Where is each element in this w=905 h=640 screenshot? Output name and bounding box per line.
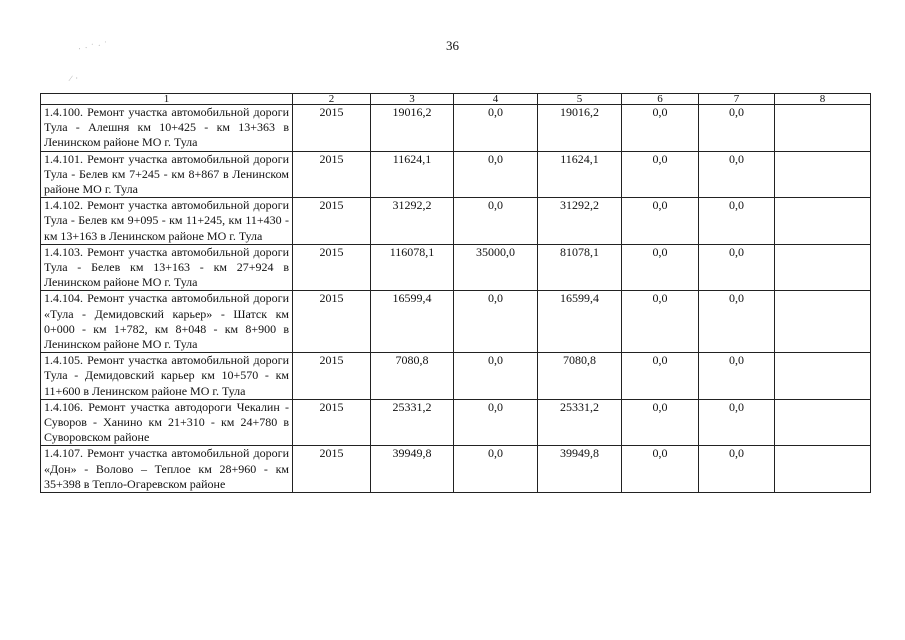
col6-cell: 0,0 (622, 151, 699, 198)
project-description: 1.4.100. Ремонт участка автомобильной дороги Тула - Алешня км 10+425 - км 13+363 в Ленинском районе МО г. Тула (41, 105, 293, 152)
year-cell: 2015 (293, 198, 371, 245)
total-cell: 39949,8 (371, 446, 454, 493)
column-header: 3 (371, 94, 454, 105)
table-row (41, 151, 871, 198)
table-row (41, 353, 871, 400)
table-row (41, 198, 871, 245)
col6-cell: 0,0 (622, 244, 699, 291)
column-header: 6 (622, 94, 699, 105)
col8-cell (775, 151, 871, 198)
column-header: 2 (293, 94, 371, 105)
col8-cell (775, 198, 871, 245)
col6-cell: 0,0 (622, 353, 699, 400)
col5-cell: 19016,2 (538, 105, 622, 152)
budget-table (40, 93, 871, 493)
total-cell: 7080,8 (371, 353, 454, 400)
year-cell: 2015 (293, 291, 371, 353)
project-description: 1.4.104. Ремонт участка автомобильной дороги «Тула - Демидовский карьер» - Шатск км 0+000 - км 1+782, км 8+048 - км 8+900 в Ленинском районе МО г. Тула (41, 291, 293, 353)
total-cell: 11624,1 (371, 151, 454, 198)
year-cell: 2015 (293, 151, 371, 198)
total-cell: 31292,2 (371, 198, 454, 245)
col4-cell: 0,0 (454, 105, 538, 152)
table-row (41, 105, 871, 152)
scan-smudge: ∕ · (70, 74, 79, 83)
table-row (41, 446, 871, 493)
total-cell: 19016,2 (371, 105, 454, 152)
col6-cell: 0,0 (622, 399, 699, 446)
col4-cell: 0,0 (454, 291, 538, 353)
col7-cell: 0,0 (699, 446, 775, 493)
year-cell: 2015 (293, 244, 371, 291)
col7-cell: 0,0 (699, 151, 775, 198)
year-cell: 2015 (293, 353, 371, 400)
col4-cell: 0,0 (454, 198, 538, 245)
col5-cell: 39949,8 (538, 446, 622, 493)
col8-cell (775, 291, 871, 353)
project-description: 1.4.102. Ремонт участка автомобильной дороги Тула - Белев км 9+095 - км 11+245, км 11+430 - км 13+163 в Ленинском районе МО г. Тула (41, 198, 293, 245)
column-header: 4 (454, 94, 538, 105)
col7-cell: 0,0 (699, 105, 775, 152)
total-cell: 25331,2 (371, 399, 454, 446)
col8-cell (775, 353, 871, 400)
column-header: 1 (41, 94, 293, 105)
col5-cell: 11624,1 (538, 151, 622, 198)
project-description: 1.4.101. Ремонт участка автомобильной дороги Тула - Белев км 7+245 - км 8+867 в Ленинском районе МО г. Тула (41, 151, 293, 198)
col5-cell: 81078,1 (538, 244, 622, 291)
page-number: 36 (446, 38, 459, 53)
year-cell: 2015 (293, 105, 371, 152)
col4-cell: 35000,0 (454, 244, 538, 291)
col4-cell: 0,0 (454, 446, 538, 493)
col4-cell: 0,0 (454, 353, 538, 400)
table-row (41, 399, 871, 446)
col7-cell: 0,0 (699, 291, 775, 353)
col5-cell: 31292,2 (538, 198, 622, 245)
total-cell: 16599,4 (371, 291, 454, 353)
scan-smudge: · · ˙ · ˙ (77, 39, 109, 54)
column-header: 7 (699, 94, 775, 105)
col8-cell (775, 244, 871, 291)
col7-cell: 0,0 (699, 353, 775, 400)
table-row (41, 244, 871, 291)
col4-cell: 0,0 (454, 151, 538, 198)
year-cell: 2015 (293, 399, 371, 446)
total-cell: 116078,1 (371, 244, 454, 291)
col5-cell: 16599,4 (538, 291, 622, 353)
col6-cell: 0,0 (622, 291, 699, 353)
project-description: 1.4.106. Ремонт участка автодороги Чекалин - Суворов - Ханино км 21+310 - км 24+780 в Суворовском районе (41, 399, 293, 446)
col5-cell: 7080,8 (538, 353, 622, 400)
col8-cell (775, 399, 871, 446)
col5-cell: 25331,2 (538, 399, 622, 446)
col4-cell: 0,0 (454, 399, 538, 446)
column-header: 8 (775, 94, 871, 105)
col6-cell: 0,0 (622, 198, 699, 245)
col7-cell: 0,0 (699, 399, 775, 446)
col7-cell: 0,0 (699, 198, 775, 245)
project-description: 1.4.107. Ремонт участка автомобильной дороги «Дон» - Волово – Теплое км 28+960 - км 35+398 в Тепло-Огаревском районе (41, 446, 293, 493)
column-header: 5 (538, 94, 622, 105)
col8-cell (775, 446, 871, 493)
col8-cell (775, 105, 871, 152)
header-row (41, 94, 871, 105)
year-cell: 2015 (293, 446, 371, 493)
project-description: 1.4.105. Ремонт участка автомобильной дороги Тула - Демидовский карьер км 10+570 - км 11+600 в Ленинском районе МО г. Тула (41, 353, 293, 400)
table-row (41, 291, 871, 353)
project-description: 1.4.103. Ремонт участка автомобильной дороги Тула - Белев км 13+163 - км 27+924 в Ленинском районе МО г. Тула (41, 244, 293, 291)
col6-cell: 0,0 (622, 446, 699, 493)
col7-cell: 0,0 (699, 244, 775, 291)
col6-cell: 0,0 (622, 105, 699, 152)
